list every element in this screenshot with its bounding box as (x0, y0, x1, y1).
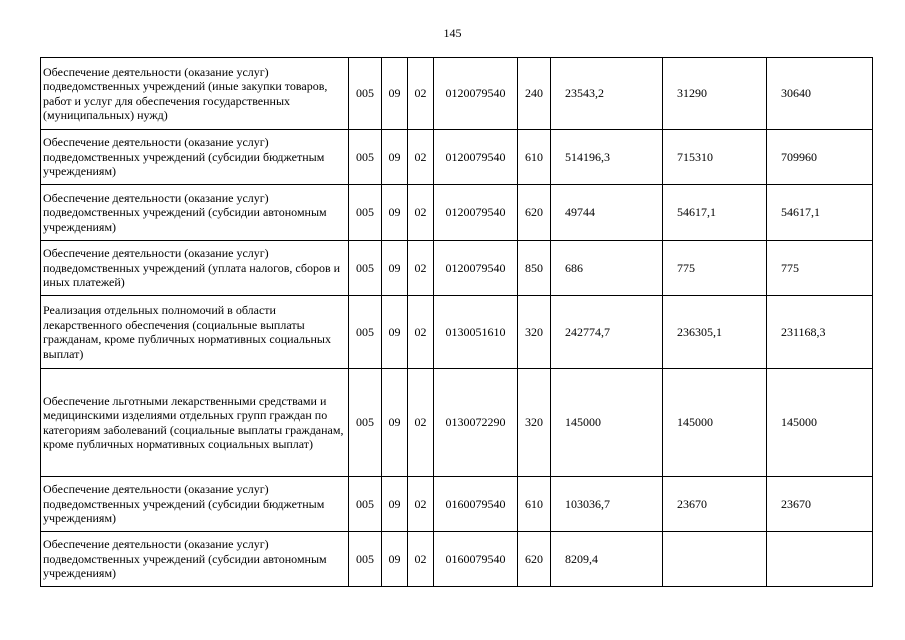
row-description: Обеспечение деятельности (оказание услуг) подведомственных учреждений (уплата налогов, сборов и иных платежей) (41, 241, 349, 296)
subsection-code: 02 (408, 296, 434, 369)
amount-year-2: 715310 (663, 130, 767, 185)
section-code: 09 (382, 369, 408, 477)
amount-year-2: 54617,1 (663, 185, 767, 241)
amount-year-3: 23670 (767, 477, 873, 532)
ministry-code: 005 (349, 532, 382, 587)
amount-year-3: 54617,1 (767, 185, 873, 241)
target-article-code: 0120079540 (434, 241, 518, 296)
expense-type-code: 850 (518, 241, 551, 296)
subsection-code: 02 (408, 58, 434, 130)
table-row (41, 241, 873, 296)
amount-year-1: 49744 (551, 185, 663, 241)
amount-year-1: 8209,4 (551, 532, 663, 587)
table-row (41, 185, 873, 241)
section-code: 09 (382, 532, 408, 587)
amount-year-1: 686 (551, 241, 663, 296)
amount-year-2: 31290 (663, 58, 767, 130)
amount-year-2 (663, 532, 767, 587)
expense-type-code: 240 (518, 58, 551, 130)
table-row (41, 369, 873, 477)
subsection-code: 02 (408, 185, 434, 241)
row-description: Обеспечение деятельности (оказание услуг) подведомственных учреждений (субсидии бюджетным учреждениям) (41, 477, 349, 532)
row-description: Обеспечение льготными лекарственными средствами и медицинскими изделиями отдельных групп граждан по категориям заболеваний (социальные выплаты гражданам, кроме публичных нормативных социальных выплат) (41, 369, 349, 477)
amount-year-3: 775 (767, 241, 873, 296)
row-description: Реализация отдельных полномочий в области лекарственного обеспечения (социальные выплаты гражданам, кроме публичных нормативных социальных выплат) (41, 296, 349, 369)
expense-type-code: 610 (518, 477, 551, 532)
row-description: Обеспечение деятельности (оказание услуг) подведомственных учреждений (субсидии автономным учреждениям) (41, 532, 349, 587)
ministry-code: 005 (349, 185, 382, 241)
page-number: 145 (443, 26, 462, 40)
table-body (41, 58, 873, 587)
target-article-code: 0160079540 (434, 477, 518, 532)
ministry-code: 005 (349, 130, 382, 185)
row-description: Обеспечение деятельности (оказание услуг) подведомственных учреждений (субсидии автономным учреждениям) (41, 185, 349, 241)
section-code: 09 (382, 296, 408, 369)
target-article-code: 0120079540 (434, 185, 518, 241)
expense-type-code: 320 (518, 296, 551, 369)
subsection-code: 02 (408, 532, 434, 587)
amount-year-3: 145000 (767, 369, 873, 477)
target-article-code: 0120079540 (434, 130, 518, 185)
table-row (41, 477, 873, 532)
ministry-code: 005 (349, 296, 382, 369)
amount-year-3 (767, 532, 873, 587)
section-code: 09 (382, 241, 408, 296)
section-code: 09 (382, 58, 408, 130)
expense-type-code: 620 (518, 185, 551, 241)
amount-year-1: 514196,3 (551, 130, 663, 185)
row-description: Обеспечение деятельности (оказание услуг) подведомственных учреждений (субсидии бюджетным учреждениям) (41, 130, 349, 185)
row-description: Обеспечение деятельности (оказание услуг) подведомственных учреждений (иные закупки товаров, работ и услуг для обеспечения государственных (муниципальных) нужд) (41, 58, 349, 130)
amount-year-3: 30640 (767, 58, 873, 130)
target-article-code: 0130051610 (434, 296, 518, 369)
budget-table (40, 57, 873, 587)
amount-year-2: 775 (663, 241, 767, 296)
section-code: 09 (382, 477, 408, 532)
target-article-code: 0120079540 (434, 58, 518, 130)
amount-year-1: 23543,2 (551, 58, 663, 130)
amount-year-1: 103036,7 (551, 477, 663, 532)
table-row (41, 58, 873, 130)
amount-year-3: 709960 (767, 130, 873, 185)
table-row (41, 130, 873, 185)
amount-year-1: 145000 (551, 369, 663, 477)
section-code: 09 (382, 130, 408, 185)
expense-type-code: 320 (518, 369, 551, 477)
ministry-code: 005 (349, 241, 382, 296)
ministry-code: 005 (349, 58, 382, 130)
subsection-code: 02 (408, 130, 434, 185)
expense-type-code: 620 (518, 532, 551, 587)
subsection-code: 02 (408, 477, 434, 532)
amount-year-3: 231168,3 (767, 296, 873, 369)
amount-year-2: 236305,1 (663, 296, 767, 369)
amount-year-1: 242774,7 (551, 296, 663, 369)
target-article-code: 0130072290 (434, 369, 518, 477)
amount-year-2: 145000 (663, 369, 767, 477)
section-code: 09 (382, 185, 408, 241)
expense-type-code: 610 (518, 130, 551, 185)
ministry-code: 005 (349, 369, 382, 477)
amount-year-2: 23670 (663, 477, 767, 532)
table-row (41, 532, 873, 587)
subsection-code: 02 (408, 241, 434, 296)
target-article-code: 0160079540 (434, 532, 518, 587)
ministry-code: 005 (349, 477, 382, 532)
subsection-code: 02 (408, 369, 434, 477)
table-row (41, 296, 873, 369)
